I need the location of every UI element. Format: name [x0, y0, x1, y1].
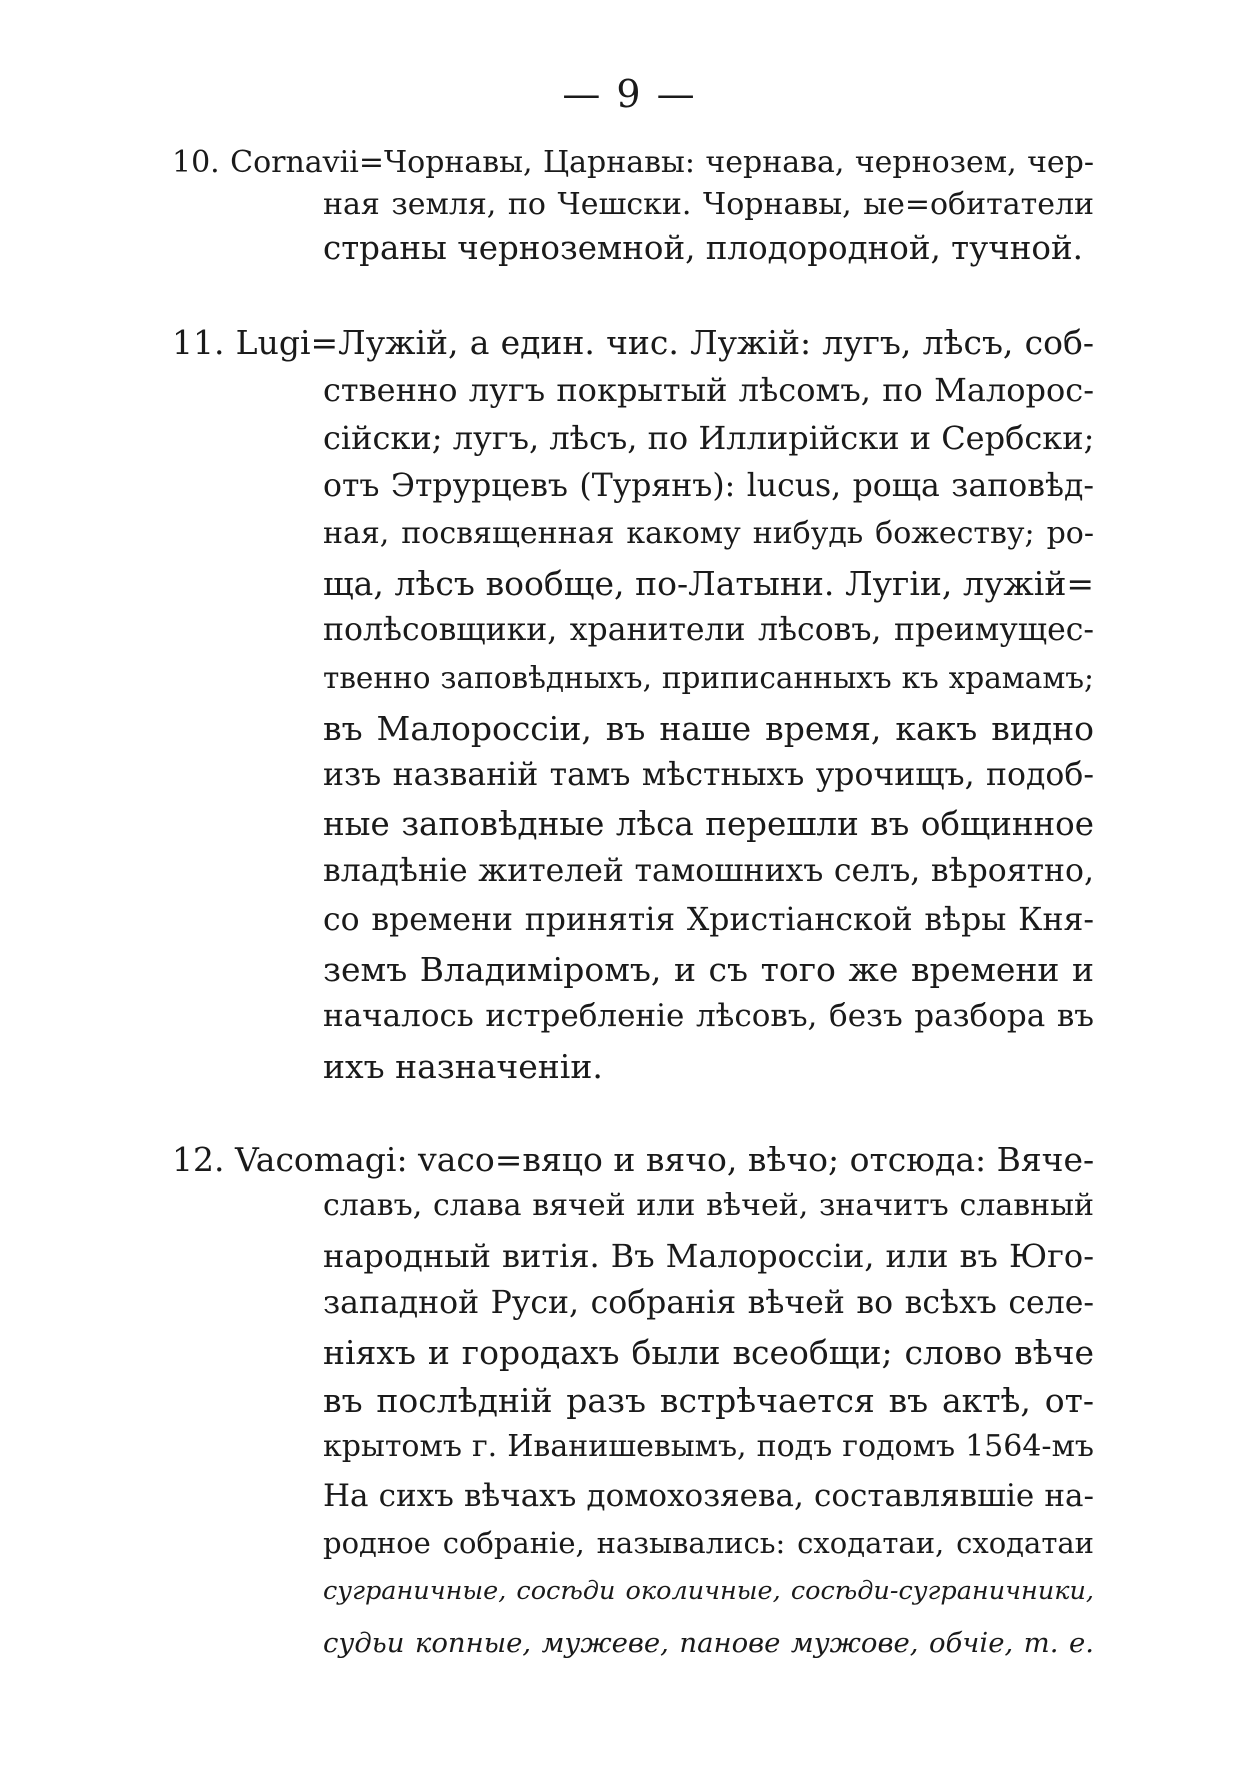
entry-11-line-8: твенно заповѣдныхъ, приписанныхъ къ храмамъ;: [323, 661, 1094, 695]
entry-12-line-8: На сихъ вѣчахъ домохозяева, составлявшіе на-: [323, 1478, 1094, 1514]
entry-12-line-3: народный витія. Въ Малороссіи, или въ Юго-: [323, 1237, 1094, 1275]
entry-11-line-3: сійски; лугъ, лѣсъ, по Иллирійски и Сербски;: [323, 419, 1095, 457]
entry-11-line-14: земъ Владиміромъ, и съ того же времени и: [323, 950, 1094, 989]
entry-11-line-4: отъ Этрурцевъ (Турянъ): lucus, роща заповѣд-: [323, 468, 1094, 504]
entry-11-line-10: изъ названій тамъ мѣстныхъ урочищъ, подоб-: [323, 757, 1094, 793]
entry-10-line-1: 10. Cornavii=Чорнавы, Царнавы: чернава, чернозем, чер-: [172, 145, 1094, 180]
entry-11-line-5: ная, посвященная какому нибудь божеству; ро-: [323, 516, 1094, 551]
entry-12-line-9: родное собраніе, назывались: сходатаи, сходатаи: [323, 1526, 1094, 1560]
entry-12-line-1: 12. Vacomagi: vaco=вяцо и вячо, вѣчо; отсюда: Вяче-: [172, 1140, 1095, 1179]
entry-11-line-6: ща, лѣсъ вообще, по-Латыни. Лугіи, лужій=: [323, 564, 1094, 603]
entry-11-line-12: владѣніе жителей тамошнихъ селъ, вѣроятно,: [323, 853, 1094, 889]
entry-11-line-2: ственно лугъ покрытый лѣсомъ, по Малорос-: [323, 371, 1094, 409]
entry-10-line-2: ная земля, по Чешски. Чорнавы, ые=обитатели: [323, 187, 1094, 222]
entry-12-line-11: судьи копные, мужеве, панове мужове, обчіе, т. е.: [323, 1627, 1094, 1659]
entry-11-line-15: началось истребленіе лѣсовъ, безъ разбора въ: [323, 998, 1094, 1034]
entry-11-line-7: полѣсовщики, хранители лѣсовъ, преимущес-: [323, 612, 1094, 648]
entry-11-line-13: со времени принятія Христіанской вѣры Кня-: [323, 902, 1094, 938]
entry-12-line-5: ніяхъ и городахъ были всеобщи; слово вѣче: [323, 1333, 1094, 1372]
entry-12-line-6: въ послѣдній разъ встрѣчается въ актѣ, от-: [323, 1381, 1094, 1420]
entry-11-line-16: ихъ назначеніи.: [323, 1047, 603, 1086]
entry-11-line-1: 11. Lugi=Лужій, а един. чис. Лужій: лугъ, лѣсъ, соб-: [172, 323, 1094, 362]
entry-12-line-2: славъ, слава вячей или вѣчей, значитъ славный: [323, 1188, 1094, 1223]
entry-11-line-9: въ Малороссіи, въ наше время, какъ видно: [323, 709, 1094, 748]
entry-12-line-10: суграничные, сосѣди околичные, сосѣди-суграничники,: [323, 1576, 1094, 1606]
entry-11-line-11: ные заповѣдные лѣса перешли въ общинное: [323, 805, 1094, 843]
entry-12-line-4: западной Руси, собранія вѣчей во всѣхъ селе-: [323, 1285, 1094, 1321]
entry-10-line-3: страны черноземной, плодородной, тучной.: [323, 229, 1083, 267]
page-number: — 9 —: [562, 72, 697, 116]
entry-12-line-7: крытомъ г. Иванишевымъ, подъ годомъ 1564-мъ: [323, 1429, 1094, 1464]
